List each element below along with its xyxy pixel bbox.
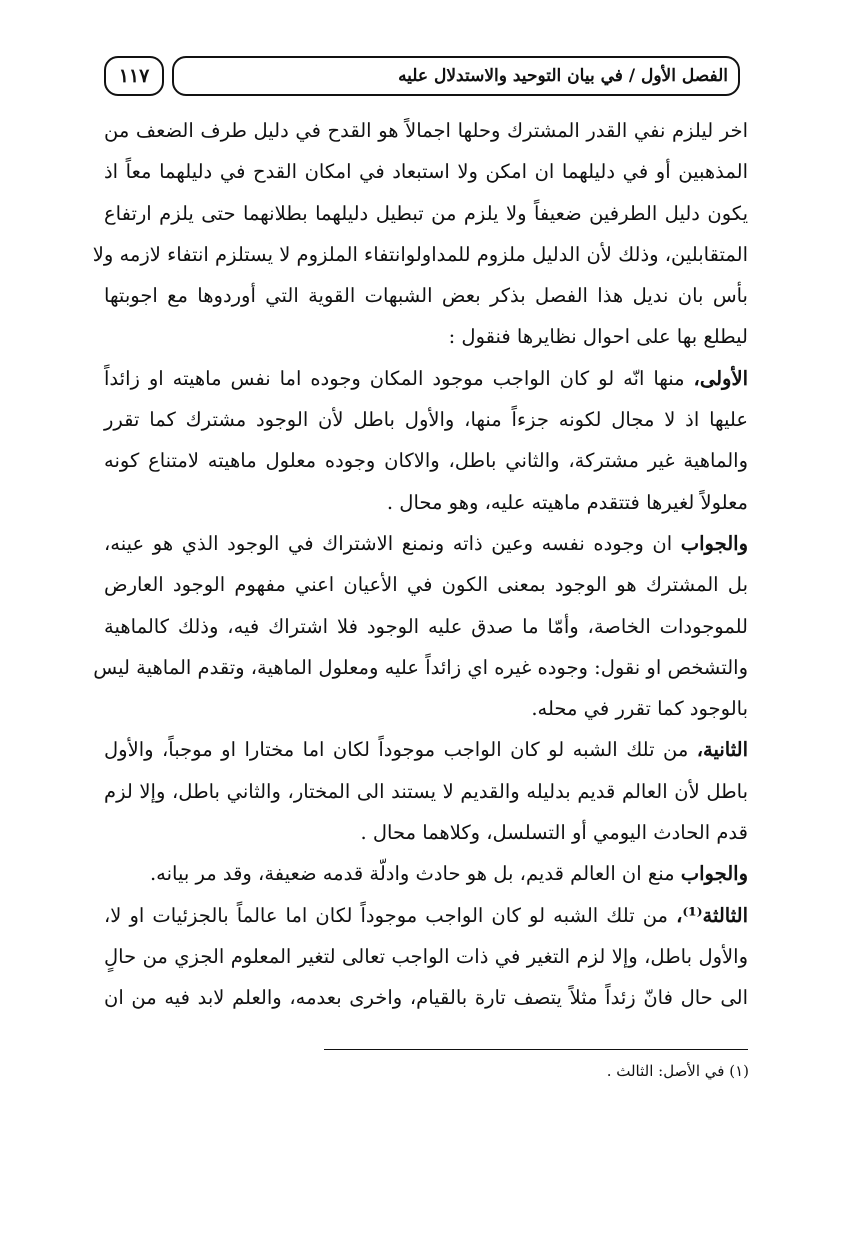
text-run: ان وجوده نفسه وعين ذاته ونمنع الاشتراك في الوجود الذي هو عينه، <box>104 531 681 555</box>
text-line: الى حال فانّ زئداً مثلاً يتصف تارة بالقيام، واخرى بعدمه، والعلم لابد فيه من ان <box>104 986 748 1010</box>
text-line: للموجودات الخاصة، وأمّا ما صدق عليه الوجود فلا اشتراك فيه، وذلك كالماهية <box>104 614 748 638</box>
text-line <box>104 895 748 936</box>
paragraph <box>104 729 748 853</box>
text-line: والماهية غير مشتركة، والثاني باطل، والاكان وجوده معلول ماهيته لامتناع كونه <box>104 449 748 473</box>
text-run: منع ان العالم قديم، بل هو حادث وادلّة قدمه ضعيفة، وقد مر بيانه. <box>149 862 681 886</box>
text-line: اخر ليلزم نفي القدر المشترك وحلها اجمالاً هو القدح في دليل طرف الضعف من <box>104 119 748 142</box>
paragraph <box>104 853 748 894</box>
paragraph <box>104 358 748 523</box>
text-line: ليطلع بها على احوال نظايرها فنقول : <box>448 325 748 349</box>
paragraph <box>92 110 748 358</box>
text-line: عليها اذ لا مجال لكونه جزءاً منها، والأول باطل لأن الوجود مشترك كما تقرر <box>104 408 748 432</box>
text-line: قدم الحادث اليومي أو التسلسل، وكلاهما محال . <box>360 821 748 845</box>
paragraph-term: الثالثة⁽¹⁾، <box>676 903 748 927</box>
text-line <box>104 523 748 564</box>
text-line: والتشخص او نقول: وجوده غيره اي زائداً عليه ومعلول الماهية، وتقدم الماهية ليس <box>93 655 748 679</box>
text-line: بأس بان نديل هذا الفصل بذكر بعض الشبهات القوية التي أوردوها مع اجوبتها <box>104 284 748 308</box>
paragraph-term: الأولى، <box>693 366 748 390</box>
text-line: المذهبين أو في دليلهما ان امكن ولا استبعاد في امكان القدح في دليلهما معاً اذ <box>104 160 748 184</box>
text-run: من تلك الشبه لو كان الواجب موجوداً لكان اما مختارا او موجباً، والأول <box>104 738 697 762</box>
running-header <box>104 56 740 100</box>
paragraph-term: والجواب <box>680 862 748 886</box>
paragraph <box>104 895 748 1019</box>
footnote: (١) في الأصل: الثالث . <box>606 1062 749 1080</box>
text-run: منها انّه لو كان الواجب موجود المكان وجوده اما نفس ماهيته او زائداً <box>104 366 694 390</box>
footnote-divider <box>324 1049 748 1050</box>
text-run: من تلك الشبه لو كان الواجب موجوداً لكان اما عالماً بالجزئيات او لا، <box>104 903 677 927</box>
text-line: والأول باطل، وإلا لزم التغير في ذات الواجب تعالى لتغير المعلوم الجزي من حالٍ <box>104 944 748 968</box>
header-title: الفصل الأول / في بيان التوحيد والاستدلال عليه <box>398 66 728 86</box>
page-number-box <box>104 56 164 96</box>
paragraph-term: الثانية، <box>696 738 748 762</box>
paragraph-term: والجواب <box>680 531 748 555</box>
main-text <box>92 110 748 1019</box>
page-number: ١١٧ <box>118 65 150 87</box>
text-line: باطل لأن العالم قديم بدليله والقديم لا يستند الى المختار، والثاني باطل، وإلا لزم <box>104 779 748 803</box>
header-title-box <box>172 56 740 96</box>
text-line: معلولاً لغيرها فتتقدم ماهيته عليه، وهو محال . <box>386 490 748 514</box>
paragraph <box>93 523 748 729</box>
text-line: بل المشترك هو الوجود بمعنى الكون في الأعيان اعني مفهوم الوجود العارض <box>104 573 748 597</box>
text-line: بالوجود كما تقرر في محله. <box>531 697 748 721</box>
text-line <box>104 729 748 770</box>
text-line <box>104 358 748 399</box>
text-line: يكون دليل الطرفين ضعيفاً ولا يلزم من تبطيل دليلهما بطلانهما حتى يلزم ارتفاع <box>104 201 748 225</box>
text-line: المتقابلين، وذلك لأن الدليل ملزوم للمداولوانتفاء الملزوم لا يستلزم انتفاء لازمه ولا <box>92 242 748 266</box>
text-line <box>104 853 748 894</box>
